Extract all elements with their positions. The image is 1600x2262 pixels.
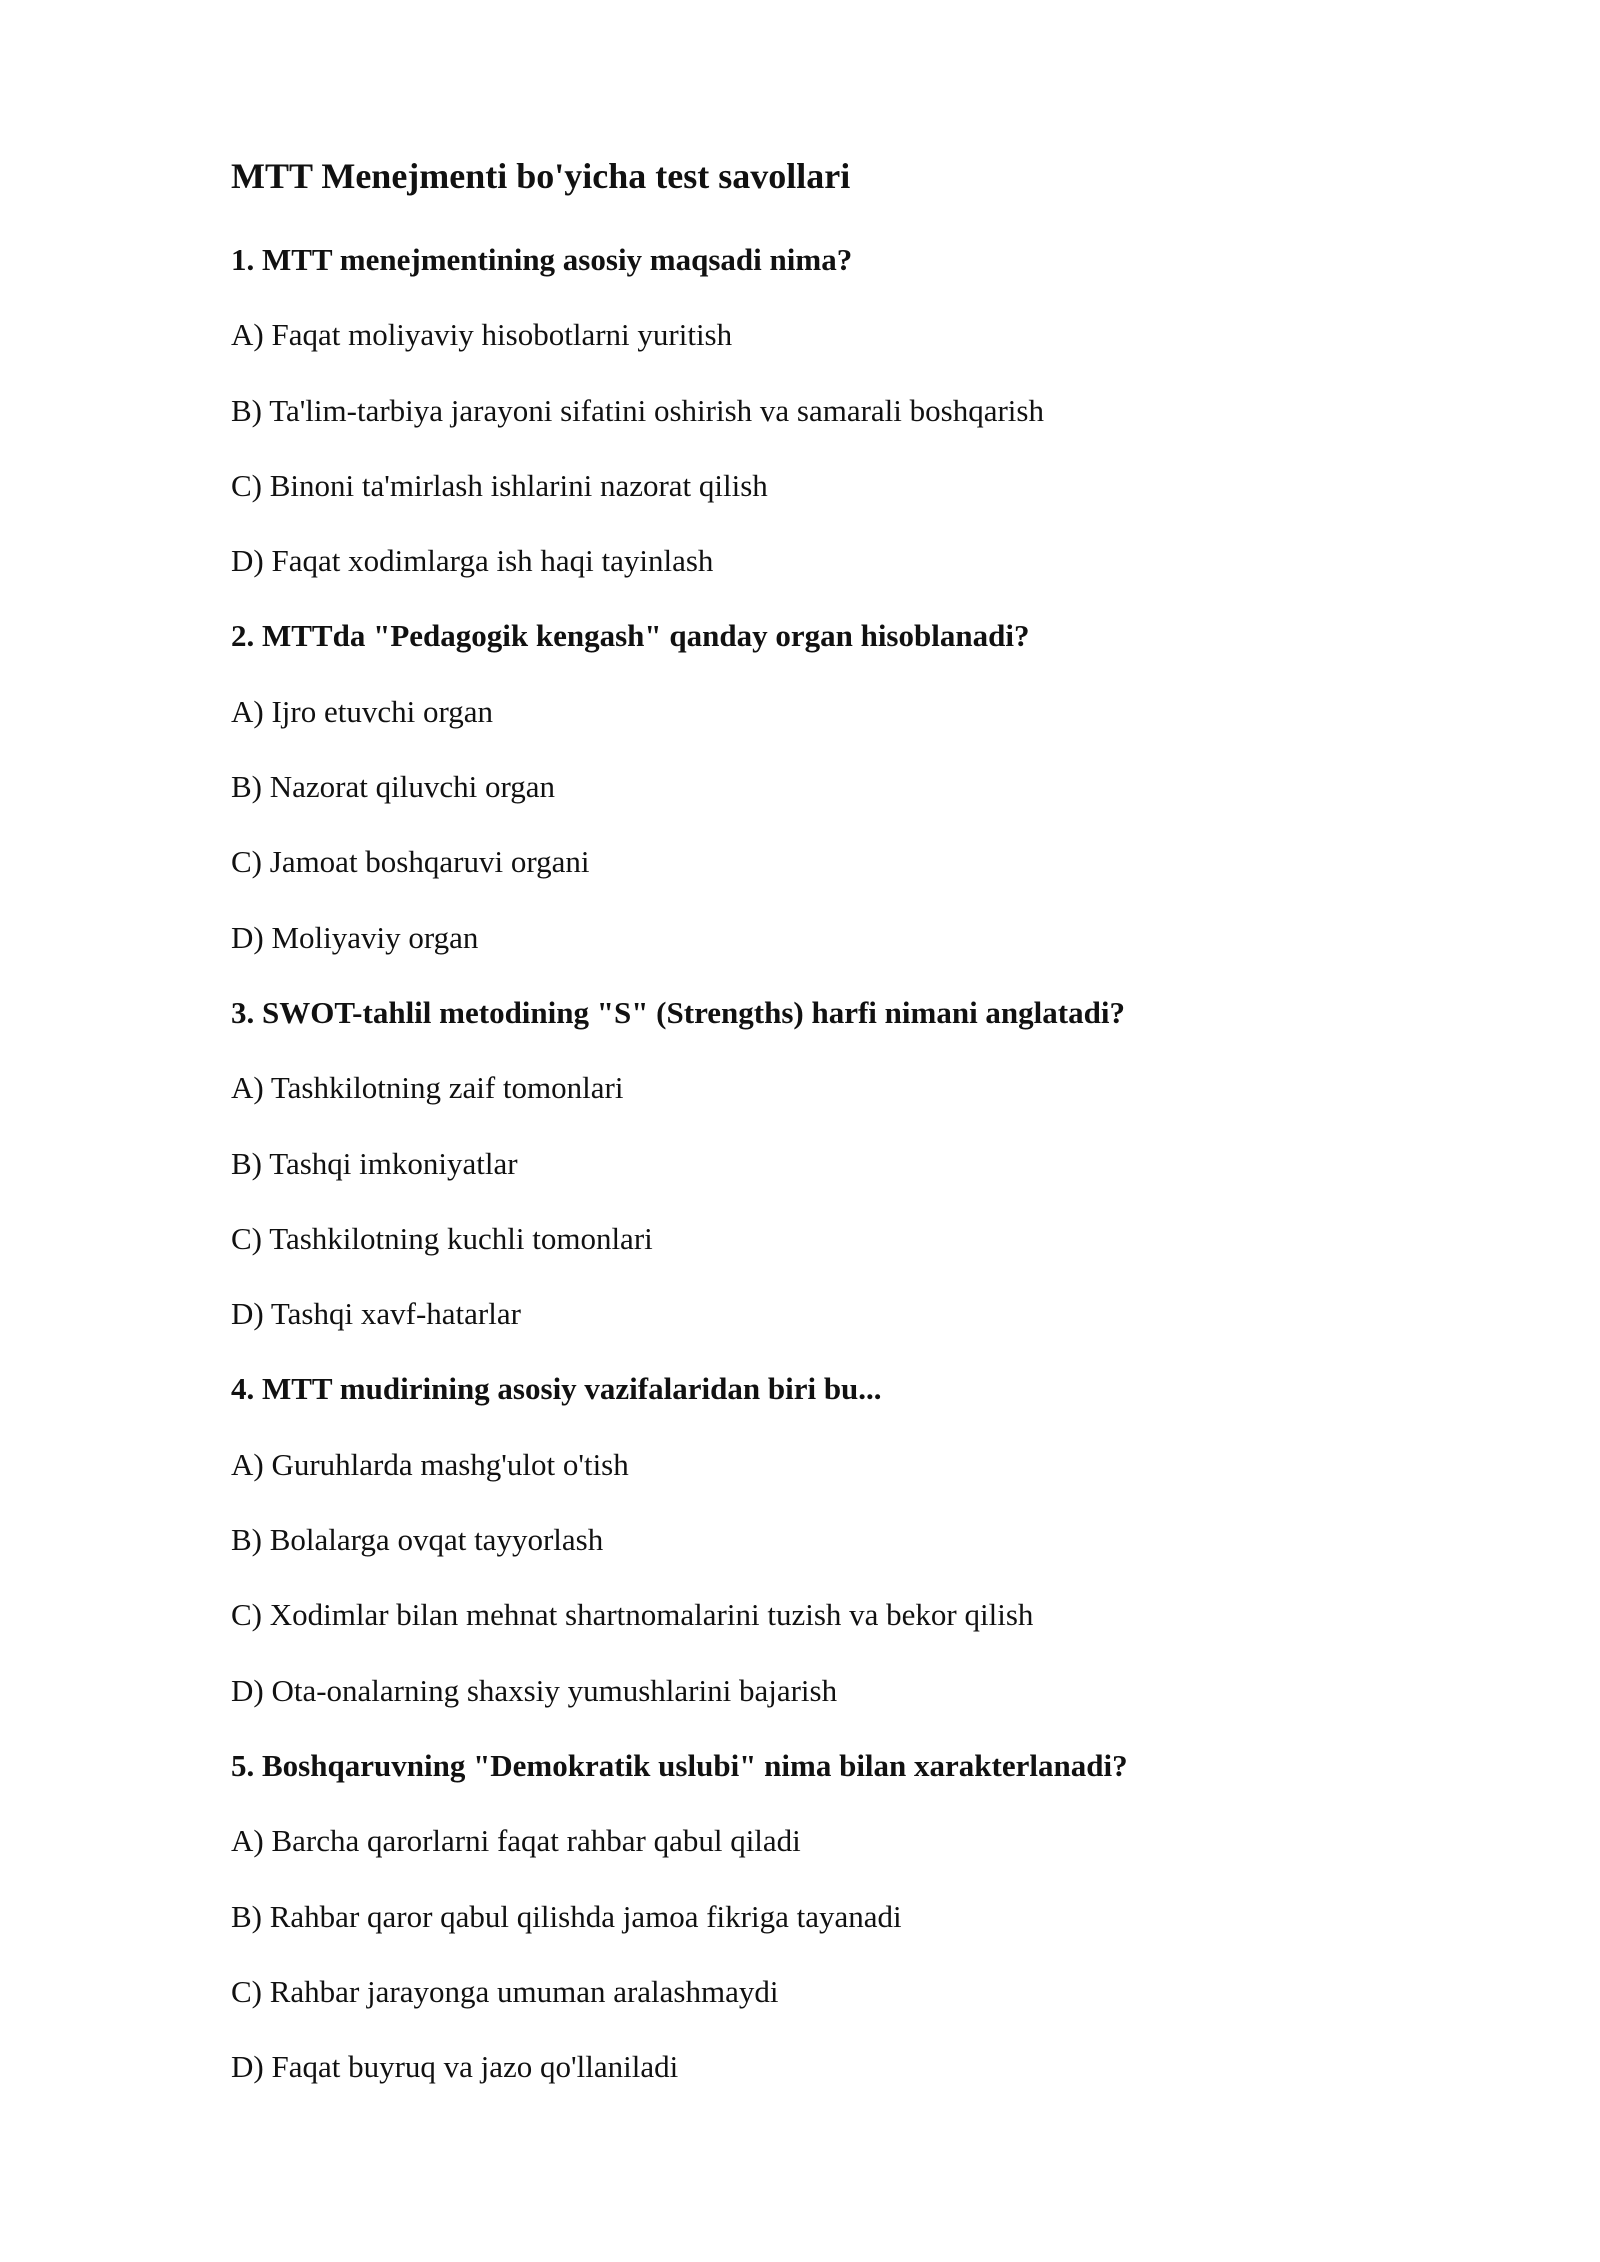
- question-block-5: [231, 1728, 1411, 2104]
- answer-option-c: C) Binoni ta'mirlash ishlarini nazorat qilish: [231, 467, 768, 503]
- answer-option-d: D) Faqat xodimlarga ish haqi tayinlash: [231, 543, 714, 579]
- question-block-3: [231, 975, 1411, 1351]
- question-block-4: [231, 1351, 1411, 1727]
- question-block-1: [231, 222, 1411, 598]
- question-text: 1. MTT menejmentining asosiy maqsadi nima?: [231, 242, 853, 277]
- answer-option-d: D) Moliyaviy organ: [231, 919, 479, 955]
- question-text: 4. MTT mudirining asosiy vazifalaridan biri bu...: [231, 1371, 882, 1407]
- answer-option-a: A) Barcha qarorlarni faqat rahbar qabul qiladi: [231, 1823, 801, 1859]
- answer-option-a: A) Guruhlarda mashg'ulot o'tish: [231, 1446, 629, 1482]
- answer-option-b: B) Tashqi imkoniyatlar: [231, 1145, 518, 1181]
- answer-option-c: C) Jamoat boshqaruvi organi: [231, 844, 590, 880]
- question-block-2: [231, 598, 1411, 974]
- answer-option-d: D) Tashqi xavf-hatarlar: [231, 1296, 521, 1332]
- answer-option-b: B) Bolalarga ovqat tayyorlash: [231, 1522, 604, 1558]
- document-content: [231, 148, 1411, 2104]
- answer-option-b: B) Ta'lim-tarbiya jarayoni sifatini oshirish va samarali boshqarish: [231, 392, 1044, 428]
- document-title: MTT Menejmenti bo'yicha test savollari: [231, 156, 851, 196]
- answer-option-c: C) Rahbar jarayonga umuman aralashmaydi: [231, 1973, 779, 2009]
- question-text: 5. Boshqaruvning "Demokratik uslubi" nima bilan xarakterlanadi?: [231, 1747, 1128, 1783]
- answer-option-b: B) Rahbar qaror qabul qilishda jamoa fikriga tayanadi: [231, 1898, 902, 1934]
- answer-option-b: B) Nazorat qiluvchi organ: [231, 769, 555, 805]
- answer-option-c: C) Tashkilotning kuchli tomonlari: [231, 1220, 653, 1256]
- answer-option-c: C) Xodimlar bilan mehnat shartnomalarini tuzish va bekor qilish: [231, 1597, 1034, 1633]
- answer-option-d: D) Ota-onalarning shaxsiy yumushlarini bajarish: [231, 1672, 838, 1708]
- answer-option-a: A) Faqat moliyaviy hisobotlarni yuritish: [231, 317, 733, 353]
- question-text: 3. SWOT-tahlil metodining "S" (Strengths) harfi nimani anglatadi?: [231, 994, 1125, 1030]
- answer-option-a: A) Ijro etuvchi organ: [231, 693, 493, 729]
- answer-option-d: D) Faqat buyruq va jazo qo'llaniladi: [231, 2049, 679, 2085]
- question-text: 2. MTTda "Pedagogik kengash" qanday organ hisoblanadi?: [231, 618, 1030, 654]
- answer-option-a: A) Tashkilotning zaif tomonlari: [231, 1070, 624, 1106]
